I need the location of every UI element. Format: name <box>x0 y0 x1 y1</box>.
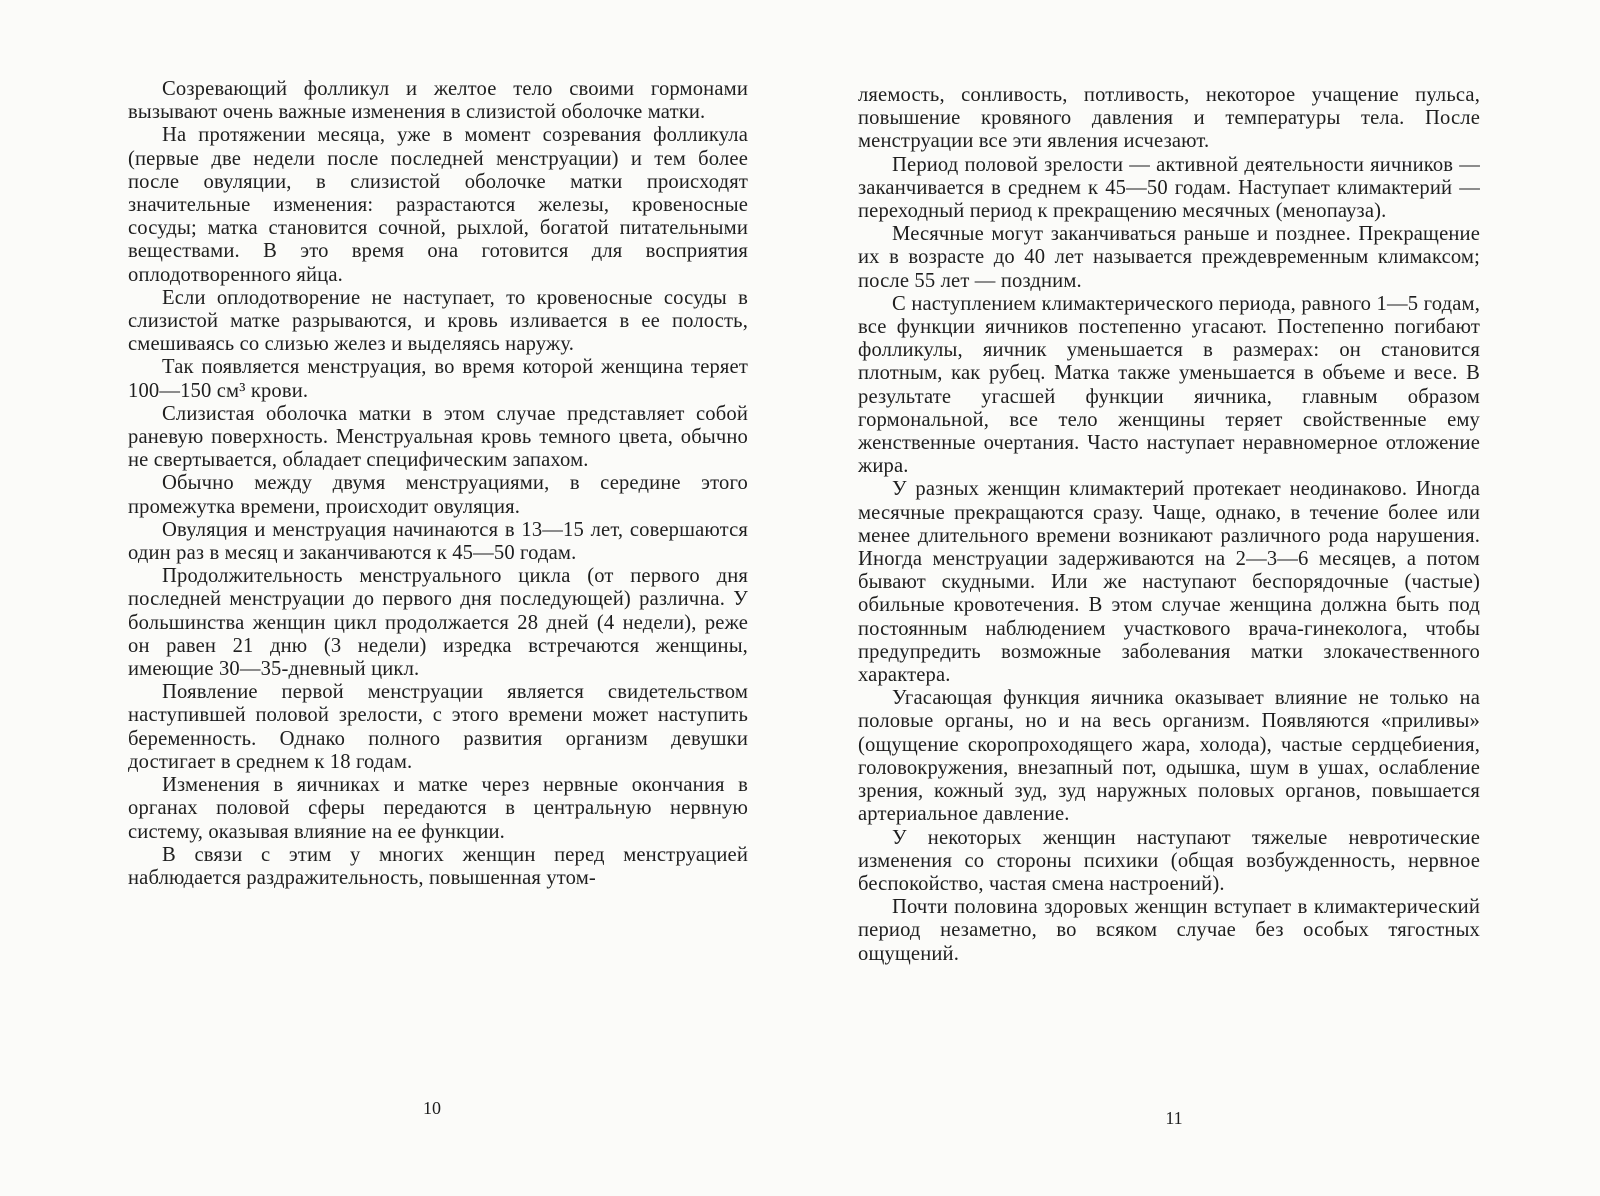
paragraph: Обычно между двумя менструациями, в середине этого промежутка времени, происходит овуляция. <box>128 472 748 518</box>
paragraph: В связи с этим у многих женщин перед менструацией наблюдается раздражительность, повышенная утом- <box>128 843 748 889</box>
paragraph: Овуляция и менструация начинаются в 13—15 лет, совершаются один раз в месяц и заканчиваются к 45—50 годам. <box>128 518 748 565</box>
paragraph: С наступлением климактерического периода, равного 1—5 годам, все функции яичников постепенно угасают. Постепенно погибают фолликулы, яичник уменьшается в размерах: он становится плотным, как рубец. Матка также уменьшается в объеме и весе. В результате угасшей функции яичника, главным образом гормональной, все тело женщины теряет свойственные ему женственные очертания. Часто наступает неравномерное отложение жира. <box>858 292 1480 478</box>
page-number: 10 <box>423 1098 441 1118</box>
paragraph: Появление первой менструации является свидетельством наступившей половой зрелости, с этого времени может наступить беременность. Однако полного развития организм девушки достигает в среднем к 18 годам. <box>128 681 748 773</box>
paragraph: Угасающая функция яичника оказывает влияние не только на половые органы, но и на весь организм. Появляются «приливы» (ощущение скоропроходящего жара, холода), частые сердцебиения, головокружения, внезапный пот, одышка, шум в ушах, ослабление зрения, кожный зуд, зуд наружных половых органов, повышается артериальное давление. <box>858 687 1480 826</box>
right-page <box>800 0 1600 1196</box>
paragraph: Слизистая оболочка матки в этом случае представляет собой раневую поверхность. Менструальная кровь темного цвета, обычно не свертывается, обладает специфическим запахом. <box>128 402 748 472</box>
paragraph: Почти половина здоровых женщин вступает в климактерический период незаметно, во всяком случае без особых тягостных ощущений. <box>858 896 1480 965</box>
paragraph: На протяжении месяца, уже в момент созревания фолликула (первые две недели после последней менструации) и тем более после овуляции, в слизистой оболочке матки происходят значительные изменения: разрастаются железы, кровеносные сосуды; матка становится сочной, рыхлой, богатой питательными веществами. В это время она готовится для восприятия оплодотворенного яйца. <box>128 124 748 286</box>
paragraph: Если оплодотворение не наступает, то кровеносные сосуды в слизистой матке разрываются, и кровь изливается в ее полость, смешиваясь со слизью желез и выделяясь наружу. <box>128 286 748 356</box>
paragraph: У разных женщин климактерий протекает неодинаково. Иногда месячные прекращаются сразу. Чаще, однако, в течение более или менее длительного времени возникают различного рода нарушения. Иногда менструации задерживаются на 2—3—6 месяцев, а потом бывают скудными. Или же наступают беспорядочные (частые) обильные кровотечения. В этом случае женщина должна быть под постоянным наблюдением участкового врача-гинеколога, чтобы предупредить возможные заболевания матки злокачественного характера. <box>858 478 1480 687</box>
paragraph: Период половой зрелости — активной деятельности яичников — заканчивается в среднем к 45—50 годам. Наступает климактерий — переходный период к прекращению месячных (менопауза). <box>858 153 1480 223</box>
page-number: 11 <box>1165 1108 1183 1128</box>
left-text-column <box>128 78 748 890</box>
right-text-column <box>858 84 1480 966</box>
paragraph: Продолжительность менструального цикла (от первого дня последней менструации до первого дня последующей) различна. У большинства женщин цикл продолжается 28 дней (4 недели), реже он равен 21 дню (3 недели) изредка встречаются женщины, имеющие 30—35-дневный цикл. <box>128 565 748 681</box>
paragraph: Изменения в яичниках и матке через нервные окончания в органах половой сферы передаются в центральную нервную систему, оказывая влияние на ее функции. <box>128 774 748 843</box>
paragraph: Созревающий фолликул и желтое тело своими гормонами вызывают очень важные изменения в слизистой оболочке матки. <box>128 78 748 124</box>
paragraph: Так появляется менструация, во время которой женщина теряет 100—150 см³ крови. <box>128 356 748 402</box>
paragraph: У некоторых женщин наступают тяжелые невротические изменения со стороны психики (общая возбужденность, нервное беспокойство, частая смена настроений). <box>858 826 1480 895</box>
paragraph: Месячные могут заканчиваться раньше и позднее. Прекращение их в возрасте до 40 лет называется преждевременным климаксом; после 55 лет — поздним. <box>858 223 1480 292</box>
paragraph-continuation: ляемость, сонливость, потливость, некоторое учащение пульса, повышение кровяного давления и температуры тела. После менструации все эти явления исчезают. <box>858 84 1480 153</box>
